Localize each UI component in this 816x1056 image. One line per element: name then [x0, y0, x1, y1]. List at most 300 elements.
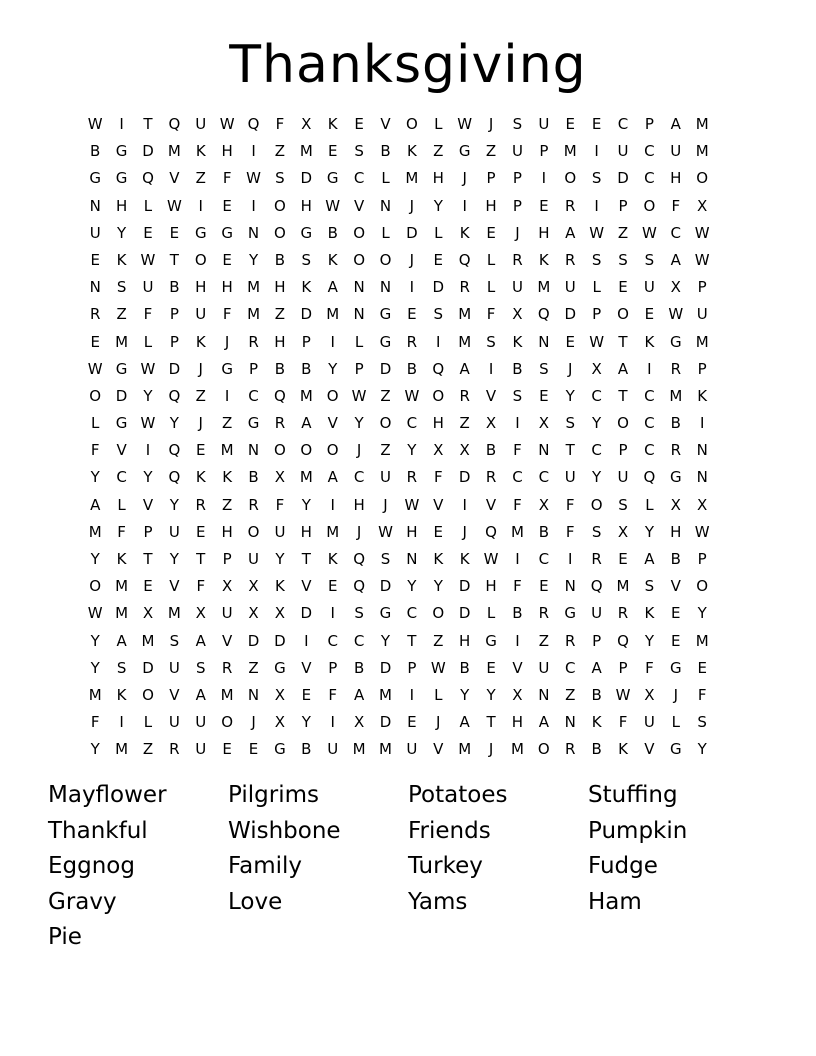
grid-letter: X — [274, 713, 286, 732]
grid-letter: G — [194, 223, 207, 242]
grid-letter: N — [89, 196, 101, 215]
grid-letter: T — [486, 713, 496, 732]
grid-letter: W — [457, 115, 473, 133]
grid-letter: C — [644, 441, 655, 460]
grid-letter: W — [87, 604, 103, 623]
grid-letter: K — [195, 332, 206, 351]
grid-letter: S — [644, 577, 655, 596]
grid-letter: E — [143, 223, 153, 242]
grid-letter: A — [195, 685, 206, 704]
grid-letter: P — [592, 305, 602, 324]
grid-letter: N — [696, 468, 708, 487]
grid-letter: N — [564, 713, 576, 732]
grid-row — [82, 410, 742, 437]
grid-letter: C — [644, 386, 655, 405]
word-list-item: Eggnog — [48, 853, 135, 879]
grid-letter: Q — [432, 359, 445, 378]
grid-letter: N — [247, 441, 260, 460]
grid-letter: M — [352, 740, 366, 759]
grid-letter: R — [670, 441, 681, 460]
grid-letter: E — [222, 250, 232, 269]
word-list-item: Wishbone — [228, 817, 341, 844]
grid-letter: Q — [590, 577, 603, 596]
grid-letter: D — [458, 577, 471, 596]
grid-letter: D — [379, 577, 392, 596]
grid-letter: U — [564, 278, 576, 297]
grid-letter: K — [538, 250, 549, 269]
grid-letter: R — [89, 305, 101, 324]
grid-letter: E — [644, 305, 655, 324]
grid-letter: E — [671, 604, 681, 623]
grid-letter: Q — [142, 169, 154, 188]
grid-letter: E — [565, 115, 575, 133]
grid-letter: I — [515, 414, 520, 433]
grid-letter: J — [436, 713, 441, 732]
grid-letter: Q — [168, 468, 181, 487]
grid-letter: E — [90, 250, 100, 269]
grid-letter: U — [511, 142, 523, 161]
grid-letter: I — [251, 196, 256, 215]
grid-letter: V — [512, 658, 523, 677]
grid-letter: L — [91, 414, 100, 433]
grid-letter: V — [301, 577, 312, 596]
grid-letter: U — [168, 658, 180, 677]
grid-letter: M — [299, 142, 313, 161]
grid-letter: B — [380, 142, 391, 161]
grid-letter: B — [670, 414, 681, 433]
grid-letter: H — [300, 196, 312, 215]
grid-letter: D — [564, 305, 576, 324]
grid-letter: Y — [301, 713, 311, 732]
grid-letter: E — [565, 332, 575, 351]
grid-row — [82, 165, 742, 192]
grid-letter: H — [406, 522, 418, 541]
grid-letter: I — [699, 414, 705, 433]
grid-letter: M — [510, 740, 524, 759]
grid-letter: D — [432, 278, 445, 297]
grid-letter: R — [195, 495, 206, 514]
grid-letter: S — [301, 250, 312, 269]
grid-letter: Z — [195, 169, 206, 188]
grid-letter: A — [195, 631, 206, 650]
letter-grid — [82, 111, 742, 764]
grid-letter: L — [143, 332, 153, 351]
grid-letter: F — [513, 441, 522, 460]
grid-letter: J — [224, 332, 230, 351]
grid-letter: M — [220, 685, 234, 704]
grid-letter: Y — [644, 631, 654, 650]
grid-letter: E — [248, 740, 259, 759]
grid-letter: T — [301, 550, 311, 568]
grid-letter: B — [512, 359, 523, 378]
grid-letter: E — [196, 441, 206, 460]
grid-letter: X — [248, 604, 259, 623]
grid-letter: P — [697, 278, 707, 297]
grid-letter: E — [433, 522, 444, 541]
grid-letter: L — [434, 223, 443, 242]
grid-letter: S — [565, 414, 575, 433]
grid-letter: R — [591, 550, 602, 568]
grid-letter: B — [169, 278, 180, 297]
grid-letter: K — [644, 604, 655, 623]
grid-letter: F — [275, 495, 285, 514]
grid-letter: B — [90, 142, 101, 161]
grid-row — [82, 546, 742, 573]
grid-letter: E — [327, 577, 338, 596]
grid-letter: E — [169, 223, 180, 242]
grid-letter: K — [116, 250, 127, 269]
grid-letter: N — [247, 685, 260, 704]
grid-letter: P — [697, 550, 707, 568]
grid-letter: M — [247, 278, 261, 297]
grid-letter: Z — [433, 631, 444, 650]
grid-letter: S — [433, 305, 444, 324]
grid-letter: Z — [195, 386, 206, 405]
grid-letter: O — [89, 577, 102, 596]
grid-row — [82, 573, 742, 600]
grid-letter: K — [697, 386, 708, 405]
grid-letter: V — [485, 386, 497, 405]
grid-row — [82, 464, 742, 491]
grid-letter: U — [195, 713, 207, 732]
grid-letter: N — [247, 223, 260, 242]
grid-letter: I — [515, 631, 520, 650]
grid-letter: E — [407, 305, 417, 324]
grid-letter: J — [356, 441, 362, 460]
grid-letter: M — [167, 604, 181, 623]
grid-letter: X — [670, 495, 681, 514]
grid-letter: Q — [353, 550, 365, 568]
grid-letter: G — [247, 414, 260, 433]
grid-letter: M — [115, 604, 129, 623]
grid-row — [82, 111, 742, 138]
grid-letter: Z — [617, 223, 629, 242]
grid-letter: D — [142, 142, 154, 161]
grid-letter: X — [195, 604, 206, 623]
grid-letter: U — [670, 142, 682, 161]
grid-letter: B — [274, 250, 286, 269]
grid-letter: E — [486, 223, 496, 242]
grid-letter: O — [617, 414, 629, 433]
grid-letter: F — [90, 441, 100, 460]
grid-letter: E — [354, 115, 364, 133]
grid-letter: Y — [117, 223, 127, 242]
grid-letter: J — [409, 250, 415, 269]
word-list-item: Ham — [588, 888, 642, 915]
grid-letter: D — [379, 713, 392, 732]
grid-letter: A — [565, 223, 576, 242]
grid-letter: V — [169, 577, 180, 596]
grid-letter: I — [647, 359, 652, 378]
grid-letter: W — [694, 250, 710, 269]
grid-letter: Y — [697, 604, 707, 623]
grid-letter: J — [462, 169, 467, 188]
grid-letter: A — [644, 550, 655, 568]
grid-row — [82, 138, 742, 165]
grid-letter: K — [618, 740, 628, 759]
grid-row — [82, 492, 742, 519]
grid-letter: R — [459, 386, 470, 405]
grid-letter: R — [248, 332, 259, 351]
grid-letter: D — [168, 359, 181, 378]
grid-letter: C — [248, 386, 259, 405]
grid-letter: S — [618, 495, 628, 514]
grid-letter: U — [538, 115, 550, 133]
grid-letter: Z — [274, 142, 286, 161]
grid-letter: L — [354, 332, 364, 351]
grid-letter: L — [486, 604, 496, 623]
grid-letter: G — [89, 169, 101, 188]
word-list-item: Gravy — [48, 888, 117, 915]
grid-letter: G — [326, 169, 339, 188]
grid-letter: G — [274, 740, 286, 759]
grid-letter: K — [644, 332, 655, 351]
grid-letter: M — [458, 332, 472, 351]
grid-letter: P — [328, 658, 338, 677]
grid-letter: G — [485, 631, 497, 650]
grid-letter: K — [459, 223, 470, 242]
grid-letter: S — [116, 278, 127, 297]
grid-letter: P — [592, 631, 602, 650]
grid-letter: Y — [460, 685, 470, 704]
grid-letter: B — [301, 359, 312, 378]
grid-letter: L — [434, 115, 443, 133]
grid-letter: I — [462, 196, 467, 215]
grid-letter: H — [195, 278, 207, 297]
grid-letter: K — [433, 550, 444, 568]
grid-letter: C — [617, 115, 629, 133]
grid-letter: M — [115, 577, 129, 596]
grid-letter: M — [220, 441, 234, 460]
grid-letter: X — [274, 685, 286, 704]
grid-letter: S — [512, 386, 523, 405]
grid-letter: M — [326, 522, 340, 541]
grid-letter: K — [116, 685, 127, 704]
grid-letter: S — [591, 169, 602, 188]
grid-letter: X — [274, 468, 286, 487]
grid-letter: Y — [407, 441, 417, 460]
grid-letter: M — [115, 740, 129, 759]
grid-letter: U — [195, 115, 207, 133]
grid-letter: C — [512, 468, 523, 487]
grid-letter: H — [485, 196, 497, 215]
grid-letter: L — [434, 685, 443, 704]
grid-letter: J — [673, 685, 678, 704]
grid-letter: J — [568, 359, 573, 378]
grid-letter: J — [383, 495, 388, 514]
grid-letter: P — [407, 658, 417, 677]
grid-letter: F — [117, 522, 126, 541]
grid-letter: Y — [380, 631, 391, 650]
grid-letter: G — [669, 468, 682, 487]
grid-letter: R — [538, 604, 550, 623]
grid-letter: G — [221, 359, 233, 378]
grid-letter: T — [618, 332, 628, 351]
grid-letter: W — [694, 522, 710, 541]
grid-letter: K — [591, 713, 602, 732]
grid-letter: K — [459, 550, 470, 568]
grid-letter: O — [617, 305, 629, 324]
grid-letter: L — [486, 278, 496, 297]
grid-letter: J — [251, 713, 256, 732]
grid-letter: G — [379, 604, 392, 623]
word-list-item: Pie — [48, 924, 82, 950]
grid-letter: A — [327, 468, 338, 487]
grid-letter: G — [115, 414, 128, 433]
grid-letter: X — [301, 115, 312, 133]
grid-letter: R — [406, 468, 418, 487]
grid-letter: B — [301, 740, 312, 759]
grid-letter: M — [695, 115, 709, 133]
grid-row — [82, 709, 742, 736]
grid-letter: P — [169, 332, 179, 351]
grid-row — [82, 301, 742, 328]
grid-letter: G — [221, 223, 233, 242]
grid-letter: L — [381, 169, 390, 188]
grid-letter: Y — [169, 550, 179, 568]
grid-letter: C — [644, 414, 655, 433]
grid-letter: S — [697, 713, 707, 732]
word-list-item: Stuffing — [588, 782, 678, 808]
grid-letter: I — [330, 332, 335, 351]
grid-letter: D — [458, 468, 471, 487]
grid-letter: L — [592, 278, 601, 297]
grid-letter: G — [300, 223, 313, 242]
grid-letter: X — [697, 495, 708, 514]
grid-letter: G — [274, 658, 286, 677]
grid-letter: E — [539, 577, 549, 596]
grid-letter: M — [326, 305, 340, 324]
grid-letter: O — [300, 441, 313, 460]
grid-letter: L — [645, 495, 654, 514]
grid-letter: U — [274, 522, 286, 541]
grid-letter: Y — [328, 359, 338, 378]
grid-letter: R — [565, 196, 576, 215]
grid-letter: X — [353, 713, 365, 732]
grid-letter: M — [379, 740, 392, 759]
grid-letter: P — [618, 658, 628, 677]
grid-letter: E — [618, 278, 628, 297]
grid-letter: G — [564, 604, 577, 623]
grid-letter: Z — [222, 414, 233, 433]
grid-letter: S — [539, 359, 549, 378]
grid-letter: H — [538, 223, 550, 242]
grid-letter: Z — [485, 142, 497, 161]
grid-letter: S — [591, 250, 602, 269]
grid-letter: V — [327, 414, 338, 433]
grid-letter: T — [565, 441, 575, 460]
grid-letter: W — [87, 359, 103, 378]
grid-letter: I — [594, 196, 599, 215]
grid-letter: Y — [90, 468, 100, 487]
grid-letter: E — [539, 386, 549, 405]
grid-letter: X — [222, 577, 233, 596]
grid-letter: S — [275, 169, 285, 188]
grid-letter: O — [221, 713, 234, 732]
grid-letter: O — [590, 495, 603, 514]
grid-letter: Y — [407, 577, 417, 596]
grid-letter: S — [486, 332, 496, 351]
grid-letter: N — [353, 278, 365, 297]
grid-letter: U — [564, 468, 576, 487]
grid-letter: C — [353, 631, 365, 650]
grid-letter: A — [538, 713, 549, 732]
grid-letter: G — [115, 359, 128, 378]
grid-letter: H — [221, 522, 233, 541]
grid-letter: B — [248, 468, 259, 487]
grid-letter: F — [90, 713, 100, 732]
grid-letter: K — [222, 468, 233, 487]
grid-letter: P — [354, 359, 364, 378]
grid-letter: X — [670, 278, 681, 297]
grid-letter: W — [589, 332, 605, 351]
grid-letter: E — [539, 196, 549, 215]
grid-letter: E — [618, 550, 628, 568]
grid-letter: C — [327, 631, 338, 650]
grid-letter: X — [644, 685, 655, 704]
grid-letter: Z — [222, 495, 233, 514]
grid-letter: A — [459, 713, 470, 732]
grid-letter: T — [407, 631, 417, 650]
grid-letter: H — [485, 577, 497, 596]
grid-letter: F — [618, 713, 628, 732]
grid-letter: H — [670, 522, 682, 541]
grid-letter: F — [222, 305, 232, 324]
grid-letter: M — [695, 142, 709, 161]
grid-letter: H — [115, 196, 128, 215]
grid-letter: F — [143, 305, 153, 324]
grid-letter: M — [563, 142, 577, 161]
grid-letter: P — [539, 142, 549, 161]
grid-letter: F — [433, 468, 443, 487]
grid-letter: U — [511, 278, 523, 297]
grid-letter: G — [669, 658, 682, 677]
grid-letter: P — [618, 441, 628, 460]
grid-letter: A — [301, 414, 312, 433]
grid-letter: Y — [275, 550, 285, 568]
grid-letter: N — [379, 278, 392, 297]
grid-letter: E — [90, 332, 100, 351]
grid-letter: M — [88, 685, 102, 704]
grid-letter: D — [379, 359, 392, 378]
grid-row — [82, 329, 742, 356]
grid-letter: W — [87, 115, 103, 133]
grid-letter: C — [670, 223, 682, 242]
grid-letter: U — [142, 278, 154, 297]
grid-letter: N — [406, 550, 418, 568]
grid-letter: G — [115, 169, 128, 188]
grid-letter: S — [512, 115, 523, 133]
grid-letter: V — [644, 740, 655, 759]
grid-letter: E — [671, 631, 681, 650]
grid-letter: P — [222, 550, 232, 568]
grid-letter: O — [432, 604, 445, 623]
grid-letter: O — [643, 196, 656, 215]
grid-letter: M — [458, 305, 472, 324]
grid-letter: H — [274, 278, 286, 297]
word-list-item: Mayflower — [48, 782, 167, 808]
grid-letter: K — [195, 142, 206, 161]
grid-letter: A — [670, 250, 681, 269]
grid-letter: I — [198, 196, 203, 215]
grid-letter: M — [510, 522, 524, 541]
grid-letter: D — [247, 631, 260, 650]
grid-letter: U — [643, 278, 655, 297]
grid-letter: S — [116, 658, 127, 677]
grid-letter: K — [195, 468, 206, 487]
grid-letter: F — [565, 495, 575, 514]
grid-letter: K — [275, 577, 285, 596]
